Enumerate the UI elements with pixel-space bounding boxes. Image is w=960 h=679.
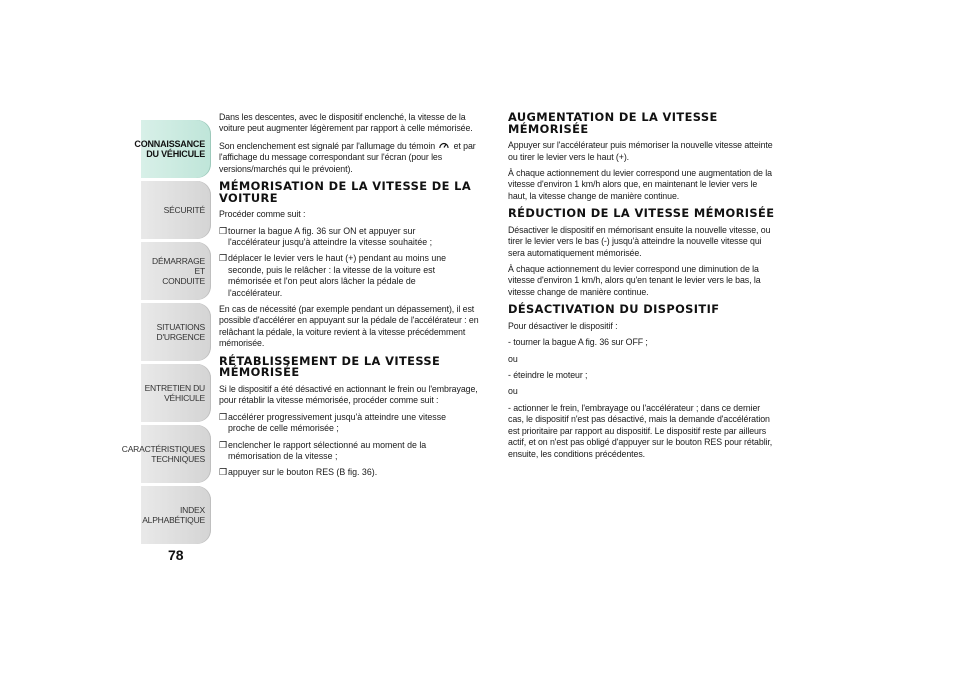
des-line: ou (508, 353, 518, 365)
heading-retablissement: RÉTABLISSEMENT DE LA VITESSE MÉMORISÉE (219, 353, 441, 380)
checkbox-bullet-icon: ❒ (219, 439, 228, 450)
chapter-tabs (121, 120, 211, 547)
heading-reduction: RÉDUCTION DE LA VITESSE MÉMORISÉE (508, 206, 775, 221)
checkbox-bullet-icon: ❒ (219, 253, 228, 264)
retab-intro: Si le dispositif a été désactivé en actionnant le frein ou l'embrayage, pour rétablir la vitesse mémorisée, procéder comme suit : (219, 383, 478, 407)
heading-desactivation: DÉSACTIVATION DU DISPOSITIF (508, 302, 720, 317)
checkbox-bullet-icon: ❒ (219, 411, 228, 422)
tab-connaissance-du-vehicule[interactable]: CONNAISSANCE DU VÉHICULE (141, 120, 211, 178)
des-line: Pour désactiver le dispositif : (508, 320, 618, 332)
list-item-text: appuyer sur le bouton RES (B fig. 36). (228, 467, 378, 479)
heading-memorisation: MÉMORISATION DE LA VITESSE DE LA VOITURE (219, 179, 472, 205)
des-line: - tourner la bague A fig. 36 sur OFF ; (508, 337, 648, 349)
list-item-text: déplacer le levier vers le haut (+) pendant au moins une seconde, puis le relâcher : la vitesse de la voiture est mémorisée et l'on peut alors lâcher la pédale de l'accélérateur. (228, 253, 447, 299)
des-line: ou (508, 386, 518, 398)
memo-after: En cas de nécessité (par exemple pendant un dépassement), il est possible d'accélérer en appuyant sur la pédale de l'accélérateur : en relâchant la pédale, la voiture revient à la vitesse précédemment mémorisée. (219, 304, 479, 350)
paragraph-enclenchement (219, 140, 489, 175)
list-item-text: enclencher le rapport sélectionné au moment de la mémorisation de la vitesse ; (228, 439, 427, 462)
list-item-text: tourner la bague A fig. 36 sur ON et appuyer sur l'accélérateur jusqu'à atteindre la vitesse souhaitée ; (228, 225, 433, 249)
red-paragraph-2: À chaque actionnement du levier correspond une diminution de la vitesse d'environ 1 km/h, alors qu'en tenant le levier vers le bas, la vitesse change de manière continue. (508, 264, 761, 298)
list-item (219, 440, 491, 463)
right-column (508, 112, 780, 465)
tab-situations-d-urgence[interactable]: SITUATIONS D'URGENCE (141, 303, 211, 361)
text-enclenchement-end: et par l'affichage du message correspondant sur l'écran (pour les versions/marchés qui le prévoient). (219, 140, 476, 175)
list-item-text: accélérer progressivement jusqu'à atteindre une vitesse proche de celle mémorisée ; (228, 411, 447, 435)
list-item (219, 467, 491, 478)
left-column (219, 112, 491, 484)
aug-paragraph-2: À chaque actionnement du levier correspond une augmentation de la vitesse d'environ 1 km/h alors que, en maintenant le levier vers le haut, la vitesse change de manière continue. (508, 168, 772, 202)
checkbox-bullet-icon: ❒ (219, 467, 228, 478)
heading-augmentation: AUGMENTATION DE LA VITESSE MÉMORISÉE (508, 110, 718, 136)
list-item (219, 226, 491, 249)
tab-index-alphabetique[interactable]: INDEX ALPHABÉTIQUE (141, 486, 211, 544)
list-item (219, 412, 491, 435)
des-line: - éteindre le moteur ; (508, 370, 588, 382)
checkbox-bullet-icon: ❒ (219, 225, 228, 236)
speedometer-icon (439, 140, 449, 152)
paragraph-descentes: Dans les descentes, avec le dispositif enclenché, la vitesse de la voiture peut augmenter légèrement par rapport à celle mémorisée. (219, 112, 473, 135)
page-number: 78 (168, 547, 184, 563)
red-paragraph-1: Désactiver le dispositif en mémorisant ensuite la nouvelle vitesse, ou tirer le levier vers le bas (-) jusqu'à atteindre la nouvelle vitesse qui sera automatiquement mémorisée. (508, 224, 771, 259)
tab-caracteristiques-techniques[interactable]: CARACTÉRISTIQUES TECHNIQUES (141, 425, 211, 483)
tab-entretien-du-vehicule[interactable]: ENTRETIEN DU VÉHICULE (141, 364, 211, 422)
tab-securite[interactable]: SÉCURITÉ (141, 181, 211, 239)
aug-paragraph-1: Appuyer sur l'accélérateur puis mémoriser la nouvelle vitesse atteinte ou tirer le levier vers le haut (+). (508, 140, 773, 163)
list-item (219, 253, 491, 299)
des-line: - actionner le frein, l'embrayage ou l'accélérateur ; dans ce dernier cas, le dispositif n'est pas désactivé, mais la demande d'accélération est prioritaire par rapport au dispositif. Le dispositif reste par ailleurs actif, et on n'est pas obligé d'appuyer sur le bouton RES pour rétablir, ensuite, les conditions précédentes. (508, 402, 773, 460)
text-enclenchement-start: Son enclenchement est signalé par l'allumage du témoin (219, 140, 436, 152)
tab-demarrage-et-conduite[interactable]: DÉMARRAGE ET CONDUITE (141, 242, 211, 300)
memo-intro: Procéder comme suit : (219, 209, 306, 221)
